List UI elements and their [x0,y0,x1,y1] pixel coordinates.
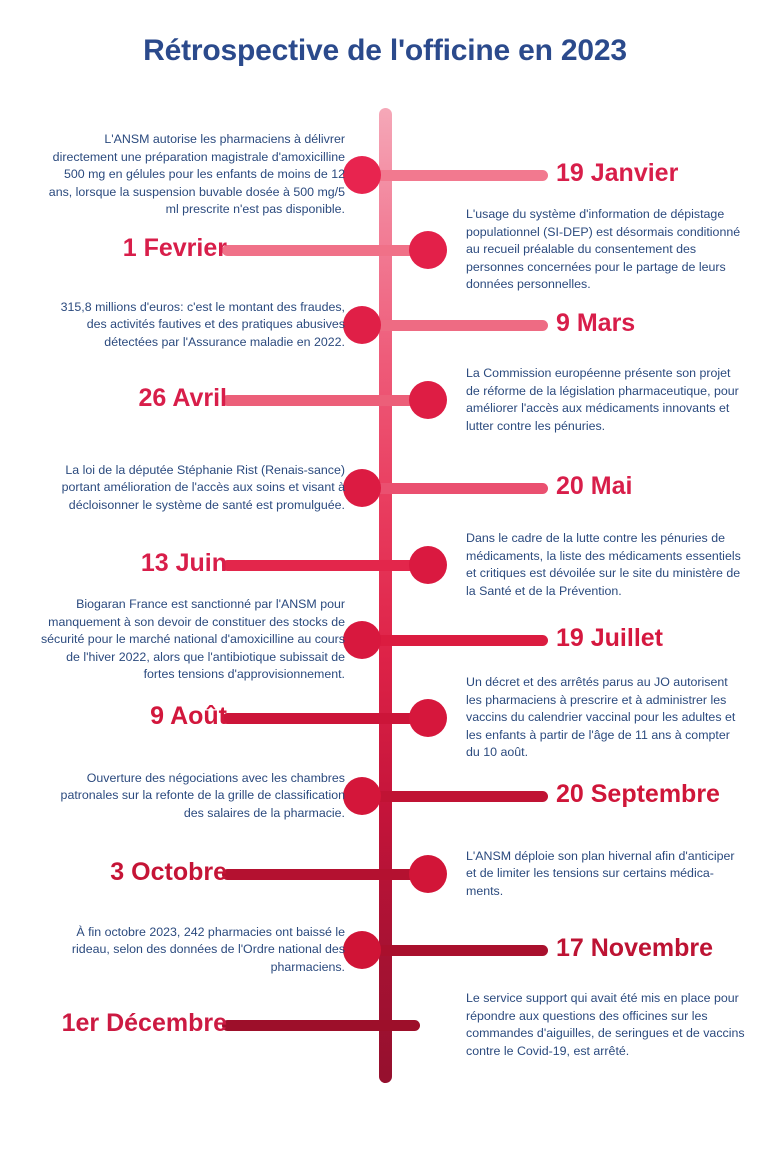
event-connector-line [352,483,548,494]
event-node-dot[interactable] [343,621,381,659]
event-description: L'usage du système d'information de dépistage populationnel (SI-DEP) est désormais conditionné au recueil préalable du consentement des personnes concernées pour le partage de leurs données personnelles. [466,207,741,292]
event-date-label: 19 Janvier [556,159,679,187]
event-date-label: 20 Mai [556,472,633,500]
event-connector-line [352,791,548,802]
event-description: 315,8 millions d'euros: c'est le montant des fraudes, des activités fautives et des pratiques abusives détectées par l'Assurance maladie en 2022. [60,299,345,349]
event-connector-line [222,713,420,724]
event-date-label: 17 Novembre [556,934,714,962]
event-description: Un décret et des arrêtés parus au JO autorisent les pharmaciens à prescrire et à administrer les vaccins du calendrier vaccinal pour les adultes et les enfants à partir de l'âge de 11 ans à compter du 10 août. [466,675,736,760]
event-description: À fin octobre 2023, 242 pharmacies ont baissé le rideau, selon des données de l'Ordre national des pharmaciens. [71,924,345,974]
event-node-dot[interactable] [409,381,447,419]
event-node-dot[interactable] [343,931,381,969]
event-date-label: 13 Juin [140,549,227,577]
event-connector-line [222,869,420,880]
event-description: Le service support qui avait été mis en place pour répondre aux questions des officines sur les commandes d'aiguilles, de seringues et de vaccins contre le Covid-19, est arrêté. [466,991,745,1058]
event-node-dot[interactable] [409,231,447,269]
event-description: Dans le cadre de la lutte contre les pénuries de médicaments, la liste des médicaments essentiels et critiques est dévoilée sur le site du ministère de la Santé et de la Prévention. [466,531,741,598]
event-description: L'ANSM autorise les pharmaciens à délivrer directement une préparation magistrale d'amoxicilline 500 mg en gélules pour les enfants de moins de 12 ans, lorsque la suspension buvable dosée à 500 mg/5 ml prescrite n'est pas disponible. [48,132,345,217]
event-date-label: 1 Fevrier [122,234,227,262]
event-node-dot[interactable] [409,855,447,893]
event-date-label: 9 Mars [556,309,636,337]
event-date-label: 26 Avril [138,384,227,412]
event-node-dot[interactable] [343,306,381,344]
event-date-label: 3 Octobre [110,858,227,886]
event-connector-line [352,945,548,956]
event-connector-line [352,170,548,181]
event-description: Ouverture des négociations avec les chambres patronales sur la refonte de la grille de classification des salaires de la pharmacie. [60,770,345,820]
event-connector-line [222,1020,420,1031]
event-node-dot[interactable] [343,156,381,194]
event-description: L'ANSM déploie son plan hivernal afin d'anticiper et de limiter les tensions sur certains médica-ments. [466,848,735,898]
event-connector-line [352,635,548,646]
event-connector-line [222,560,420,571]
event-date-label: 19 Juillet [556,624,663,652]
event-description: La Commission européenne présente son projet de réforme de la législation pharmaceutique, pour améliorer l'accès aux médicaments innovants et lutter contre les pénuries. [466,366,739,433]
event-description: La loi de la députée Stéphanie Rist (Renais-sance) portant amélioration de l'accès aux soins et visant à décloisonner le système de santé est promulguée. [61,462,345,512]
event-connector-line [222,245,420,256]
event-node-dot[interactable] [343,777,381,815]
event-date-label: 20 Septembre [556,780,720,808]
event-node-dot[interactable] [409,699,447,737]
page-title: Rétrospective de l'officine en 2023 [143,34,627,67]
event-description: Biogaran France est sanctionné par l'ANSM pour manquement à son devoir de constituer des stocks de sécurité pour le marché national d'amoxicilline au cours de l'hiver 2022, alors que l'antibiotique subissait de fortes tensions d'approvisionnement. [40,597,345,682]
event-connector-line [222,395,420,406]
event-date-label: 1er Décembre [61,1009,227,1037]
event-date-label: 9 Août [150,702,227,730]
event-node-dot[interactable] [343,469,381,507]
event-connector-line [352,320,548,331]
event-node-dot[interactable] [409,546,447,584]
